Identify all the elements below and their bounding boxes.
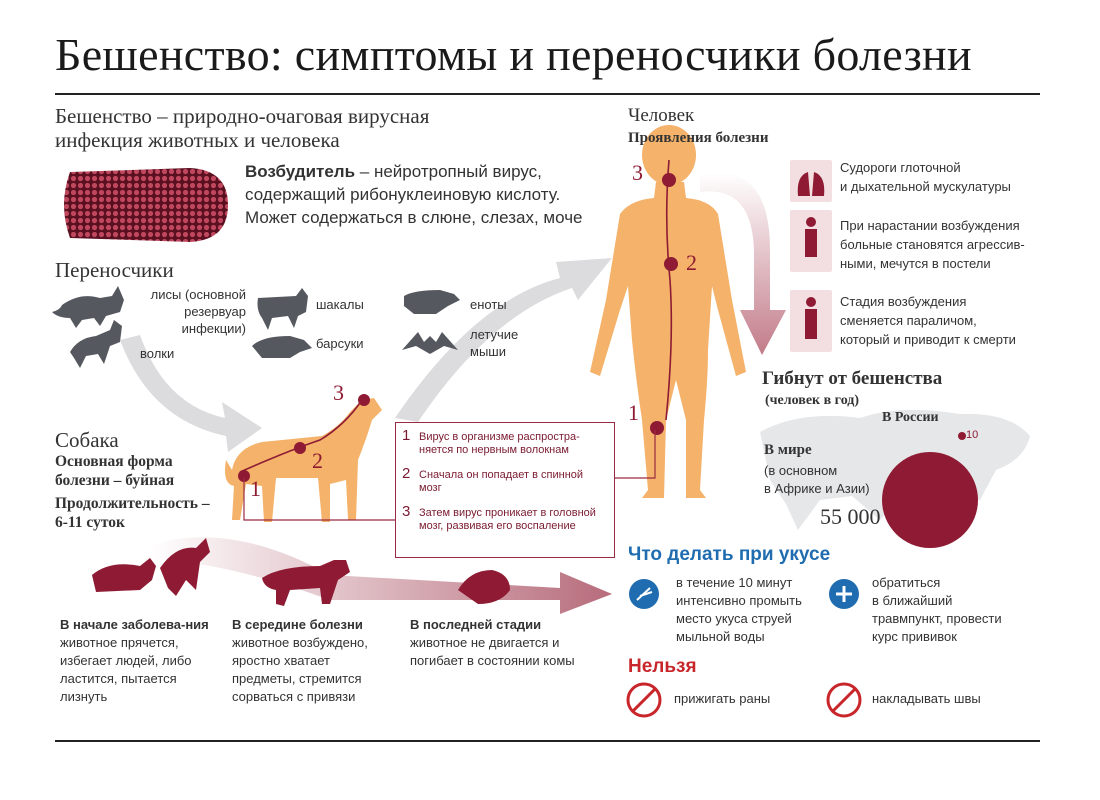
symptom-line: При нарастании возбуждения bbox=[840, 218, 1020, 233]
stage-text: животное прячется, избегает людей, либо ластится, пытается лизнуть bbox=[60, 635, 192, 704]
symptom-line: и дыхательной мускулатуры bbox=[840, 179, 1011, 194]
intro-line: Бешенство – природно-очаговая вирусная bbox=[55, 104, 430, 128]
bat-label-line: летучие bbox=[470, 327, 519, 342]
step-number: 1 bbox=[402, 427, 411, 444]
deaths-heading: Гибнут от бешенства bbox=[762, 368, 943, 389]
tip-line: обратиться bbox=[872, 575, 941, 590]
jackal-label: шакалы bbox=[316, 297, 364, 312]
virus-particle bbox=[64, 168, 228, 242]
symptom-line: сменяется параличом, bbox=[840, 313, 977, 328]
tip-item bbox=[676, 574, 802, 646]
dog-heading: Собака bbox=[55, 428, 119, 452]
dog-marker-3 bbox=[358, 394, 370, 406]
intro-text bbox=[55, 104, 525, 152]
badger-silhouette bbox=[252, 336, 312, 358]
fox-label bbox=[128, 286, 246, 337]
page-title: Бешенство: симптомы и переносчики болезни bbox=[55, 29, 972, 80]
human-marker-3 bbox=[662, 173, 676, 187]
spread-steps-box bbox=[395, 422, 615, 558]
tip-line: интенсивно промыть bbox=[676, 593, 802, 608]
wolf-silhouette bbox=[70, 320, 122, 368]
pathogen-description bbox=[245, 160, 605, 229]
pathogen-label: Возбудитель bbox=[245, 162, 356, 181]
human-marker-1 bbox=[650, 421, 664, 435]
symptom-line: Судороги глоточной bbox=[840, 160, 961, 175]
dog-marker-3-label: 3 bbox=[333, 380, 344, 405]
forbidden-item: прижигать раны bbox=[674, 691, 771, 706]
intro-line: инфекция животных и человека bbox=[55, 128, 340, 152]
dog-marker-1-label: 1 bbox=[250, 476, 261, 501]
stage-title: В середине болезни bbox=[232, 617, 363, 632]
stage-title: В начале заболева-ния bbox=[60, 617, 209, 632]
fox-label-line: инфекции) bbox=[181, 321, 246, 336]
lungs-icon bbox=[790, 160, 832, 202]
bat-label bbox=[470, 326, 518, 360]
russia-label: В России bbox=[882, 410, 939, 425]
symptom-line: ными, мечутся в постели bbox=[840, 256, 991, 271]
jackal-silhouette bbox=[258, 288, 309, 330]
tip-line: в ближайший bbox=[872, 593, 953, 608]
dog-form-line: Основная форма bbox=[55, 453, 173, 470]
what-to-do-heading: Что делать при укусе bbox=[628, 544, 831, 565]
tip-line: место укуса струей bbox=[676, 611, 792, 626]
carriers-heading: Переносчики bbox=[55, 258, 174, 282]
human-subheading: Проявления болезни bbox=[628, 130, 769, 146]
spread-step bbox=[402, 427, 608, 457]
dog-description bbox=[55, 452, 255, 532]
tip-line: мыльной воды bbox=[676, 629, 765, 644]
symptom-item bbox=[840, 216, 1025, 273]
stage-title: В последней стадии bbox=[410, 617, 542, 632]
world-value: 55 000 bbox=[820, 504, 881, 529]
fox-silhouette bbox=[52, 286, 124, 328]
human-heading: Человек bbox=[628, 105, 695, 126]
tip-line: травмпункт, провести bbox=[872, 611, 1002, 626]
tip-line: курс прививок bbox=[872, 629, 957, 644]
stage-text: животное возбуждено, яростно хватает предметы, стремится сорваться с привязи bbox=[232, 635, 368, 704]
dog-marker-2-label: 2 bbox=[312, 448, 323, 473]
symptom-item bbox=[840, 158, 1011, 196]
spread-step bbox=[402, 503, 608, 533]
stage-middle bbox=[232, 616, 392, 706]
bottom-divider bbox=[55, 740, 1040, 742]
stage-late bbox=[410, 616, 580, 670]
world-note-line: в Африке и Азии) bbox=[764, 481, 870, 496]
dog-duration-line: 6-11 суток bbox=[55, 514, 125, 531]
world-note-line: (в основном bbox=[764, 463, 838, 478]
forbidden-heading: Нельзя bbox=[628, 656, 697, 677]
step-text: Вирус в организме распростра-няется по нервным волокнам bbox=[419, 431, 580, 456]
badger-label: барсуки bbox=[316, 336, 364, 351]
russia-value: 10 bbox=[966, 429, 979, 441]
hiding-dog-silhouette bbox=[92, 558, 156, 592]
world-label: В мире bbox=[764, 442, 812, 458]
step-number: 3 bbox=[402, 503, 411, 520]
stage-early bbox=[60, 616, 220, 706]
symptom-line: Стадия возбуждения bbox=[840, 294, 967, 309]
tip-line: в течение 10 минут bbox=[676, 575, 793, 590]
pathogen-text: – нейротропный вирус, содержащий рибонуклеиновую кислоту. Может содержаться в слюне, слезах, моче bbox=[245, 162, 583, 227]
deaths-subheading: (человек в год) bbox=[765, 393, 860, 408]
wolf-label: волки bbox=[140, 346, 175, 361]
world-deaths-circle bbox=[882, 452, 978, 548]
tip-item bbox=[872, 574, 1002, 646]
dog-duration-line: Продолжительность – bbox=[55, 495, 210, 512]
step-text: Сначала он попадает в спинной мозг bbox=[419, 469, 584, 494]
raccoon-silhouette bbox=[404, 290, 460, 314]
stage-text: животное не двигается и погибает в состоянии комы bbox=[410, 635, 575, 668]
symptom-line: больные становятся агрессив- bbox=[840, 237, 1025, 252]
step-text: Затем вирус проникает в головной мозг, развивая его воспаление bbox=[419, 507, 596, 532]
bat-label-line: мыши bbox=[470, 344, 506, 359]
symptom-item bbox=[840, 292, 1016, 349]
step-number: 2 bbox=[402, 465, 411, 482]
dog-marker-2 bbox=[294, 442, 306, 454]
symptom-line: который и приводит к смерти bbox=[840, 332, 1016, 347]
human-marker-3-label: 3 bbox=[632, 160, 643, 185]
fox-label-line: резервуар bbox=[184, 304, 246, 319]
russia-deaths-circle bbox=[958, 432, 966, 440]
human-marker-1-label: 1 bbox=[628, 400, 639, 425]
forbidden-item: накладывать швы bbox=[872, 691, 981, 706]
fox-label-line: лисы (основной bbox=[150, 287, 246, 302]
dog-form-line: болезни – буйная bbox=[55, 472, 175, 489]
world-note bbox=[764, 462, 870, 498]
raccoon-label: еноты bbox=[470, 297, 507, 312]
human-marker-2 bbox=[664, 257, 678, 271]
spread-step bbox=[402, 465, 608, 495]
human-marker-2-label: 2 bbox=[686, 250, 697, 275]
